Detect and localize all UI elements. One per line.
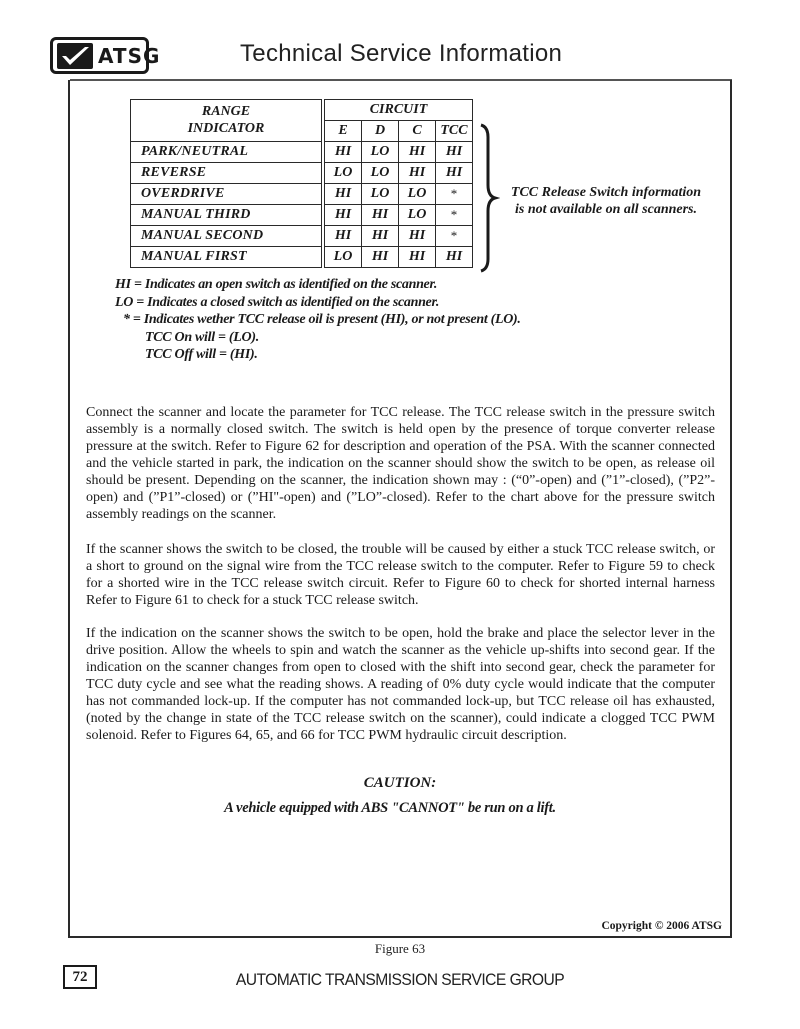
circuit-value-c: HI	[399, 142, 436, 163]
range-label: PARK/NEUTRAL	[131, 142, 324, 163]
circuit-value-tcc: HI	[436, 142, 473, 163]
circuit-value-c: LO	[399, 205, 436, 226]
table-header-row	[131, 100, 473, 121]
range-label: MANUAL THIRD	[131, 205, 324, 226]
circuit-value-c: HI	[399, 163, 436, 184]
legend-tcc-on: TCC On will = (LO).	[145, 329, 259, 345]
checkmark-icon	[57, 43, 93, 69]
column-header-tcc: TCC	[436, 121, 473, 142]
circuit-value-e: LO	[323, 247, 362, 268]
circuit-value-tcc: *	[436, 226, 473, 247]
table-legend	[115, 276, 521, 364]
circuit-value-e: HI	[323, 226, 362, 247]
paragraph-switch-closed: If the scanner shows the switch to be closed, the trouble will be caused by either a stuck TCC release switch, or a short to ground on the signal wire from the TCC release switch to the computer. Refer to Figure 59 to check for a shorted wire in the TCC release switch circuit. Refer to Figure 60 to check for shorted internal harness Refer to Figure 61 to check for a stuck TCC release switch.	[86, 542, 715, 608]
range-indicator-table	[130, 99, 473, 268]
circuit-value-d: HI	[362, 205, 399, 226]
range-label: OVERDRIVE	[131, 184, 324, 205]
atsg-logo	[50, 37, 161, 74]
legend-lo: LO = Indicates a closed switch as identified on the scanner.	[115, 294, 440, 310]
logo-text: ATSG	[98, 43, 161, 68]
page-number: 72	[63, 965, 97, 989]
range-header-line: INDICATOR	[187, 121, 265, 136]
paragraph-connect-scanner: Connect the scanner and locate the parameter for TCC release. The TCC release switch in the pressure switch assembly is a normally closed switch. The switch is held open by the presence of torque converter release pressure at the switch. Refer to Figure 62 for description and operation of the PSA. With the scanner connected and the vehicle started in park, the indication on the scanner should show the switch to be open, as release oil should be present. Depending on the scanner, the indication shown may : (“0”-open) and (”1”-closed), (”P2”-open) and (”P1”-closed) or (”HI"-open) and (”LO”-closed). Refer to the chart above for the pressure switch assembly readings on the scanner.	[86, 405, 715, 522]
table-row	[131, 184, 473, 205]
legend-hi: HI = Indicates an open switch as identified on the scanner.	[115, 277, 438, 292]
caution-title: CAUTION:	[363, 775, 437, 791]
circuit-value-e: HI	[323, 184, 362, 205]
circuit-value-e: HI	[323, 205, 362, 226]
circuit-value-d: LO	[362, 142, 399, 163]
table-body	[131, 142, 473, 268]
circuit-value-tcc: *	[436, 205, 473, 226]
range-label: MANUAL FIRST	[131, 247, 324, 268]
circuit-value-tcc: *	[436, 184, 473, 205]
circuit-header: CIRCUIT	[323, 100, 473, 121]
figure-caption: Figure 63	[374, 941, 426, 956]
table-row	[131, 205, 473, 226]
table-row	[131, 163, 473, 184]
circuit-value-c: HI	[399, 226, 436, 247]
range-label: REVERSE	[131, 163, 324, 184]
circuit-value-tcc: HI	[436, 163, 473, 184]
range-indicator-header	[131, 100, 324, 142]
footer-title: AUTOMATIC TRANSMISSION SERVICE GROUP	[235, 970, 565, 989]
right-brace-icon	[478, 123, 500, 273]
column-header-c: C	[399, 121, 436, 142]
page-header-title: Technical Service Information	[240, 40, 563, 67]
tcc-note-line: is not available on all scanners.	[514, 202, 698, 217]
table-row	[131, 142, 473, 163]
paragraph-switch-open: If the indication on the scanner shows the switch to be open, hold the brake and place the selector lever in the drive position. Allow the wheels to spin and watch the scanner as the vehicle up-shifts into second gear. If the indication on the scanner changes from open to closed with the shift into second gear, check the parameter for TCC duty cycle and see what the reading shows. A reading of 0% duty cycle would indicate that the computer has not commanded lock-up. If the computer has not commanded lock-up, but TCC release oil has exhausted, (noted by the change in state of the TCC release switch on the scanner), could indicate a clogged TCC PWM solenoid. Refer to Figures 64, 65, and 66 for TCC PWM hydraulic circuit description.	[86, 626, 715, 743]
tcc-release-note	[500, 184, 712, 218]
circuit-value-d: HI	[362, 247, 399, 268]
copyright: Copyright © 2006 ATSG	[601, 920, 722, 932]
circuit-value-c: LO	[399, 184, 436, 205]
circuit-value-e: HI	[323, 142, 362, 163]
caution-text: A vehicle equipped with ABS "CANNOT" be run on a lift.	[224, 800, 556, 816]
legend-tcc-off: TCC Off will = (HI).	[145, 347, 258, 362]
tcc-note-line: TCC Release Switch information	[510, 185, 702, 200]
table-row	[131, 247, 473, 268]
column-header-e: E	[323, 121, 362, 142]
range-label: MANUAL SECOND	[131, 226, 324, 247]
circuit-value-e: LO	[323, 163, 362, 184]
circuit-value-d: LO	[362, 163, 399, 184]
circuit-value-tcc: HI	[436, 247, 473, 268]
legend-star: * = Indicates wether TCC release oil is present (HI), or not present (LO).	[123, 312, 521, 327]
circuit-value-c: HI	[399, 247, 436, 268]
column-header-d: D	[362, 121, 399, 142]
circuit-value-d: LO	[362, 184, 399, 205]
table-row	[131, 226, 473, 247]
range-header-line: RANGE	[201, 104, 251, 119]
circuit-value-d: HI	[362, 226, 399, 247]
